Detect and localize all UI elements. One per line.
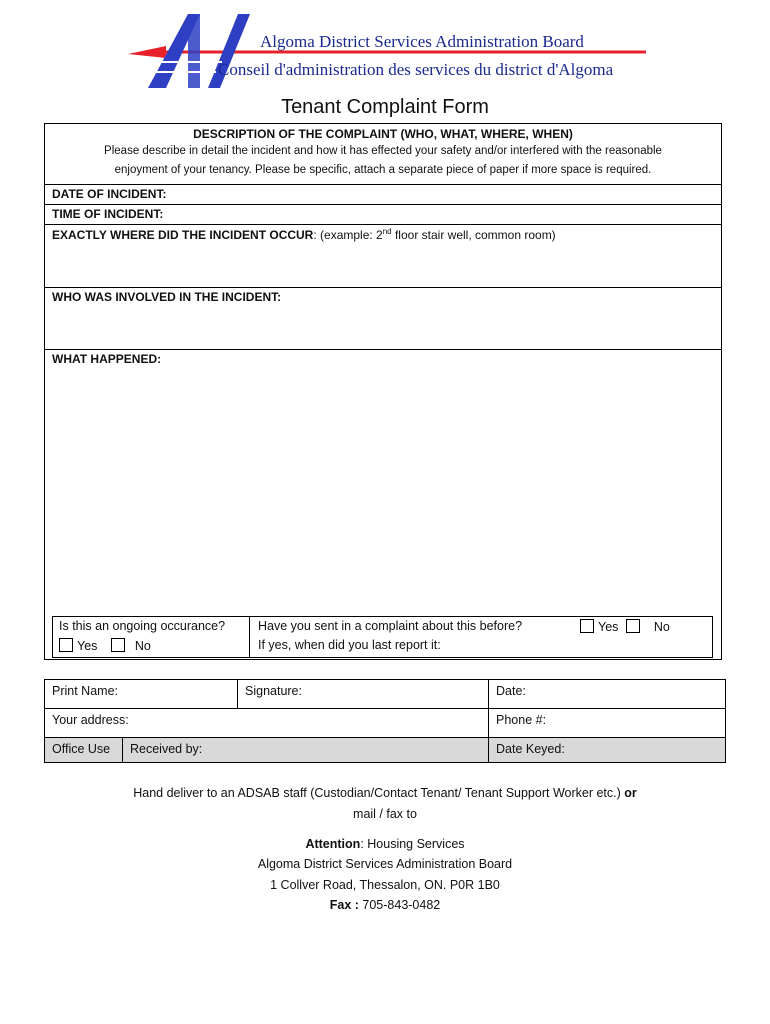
ongoing-yes-checkbox[interactable]	[59, 638, 73, 652]
fax-label: Fax :	[329, 898, 359, 912]
delivery-text-a: Hand deliver to an ADSAB staff (Custodian/Contact Tenant/ Tenant Support Worker etc.)	[133, 786, 621, 800]
fax-line	[0, 895, 770, 915]
org-name-french: Conseil d'administration des services du district d'Algoma	[218, 60, 614, 79]
delivery-text-b: mail / fax to	[353, 807, 417, 821]
form-title: Tenant Complaint Form	[281, 96, 489, 118]
attention-label: Attention	[305, 837, 361, 851]
incident-location-example-b: floor stair well, common room)	[391, 228, 556, 242]
previous-no-label: No	[653, 620, 670, 634]
attention-value: : Housing Services	[360, 837, 465, 851]
phone-label: Phone #:	[496, 713, 547, 727]
description-line-2: enjoyment of your tenancy. Please be specific, attach a separate piece of paper if more space is required.	[114, 164, 652, 176]
previous-no-checkbox[interactable]	[626, 619, 640, 633]
signature-field[interactable]	[238, 680, 489, 709]
time-of-incident-field[interactable]	[45, 205, 721, 225]
org-name-english: Algoma District Services Administration Board	[260, 32, 584, 51]
attention-line	[0, 834, 770, 854]
signature-block	[44, 679, 726, 763]
fax-value: 705-843-0482	[358, 898, 441, 912]
incident-location-label	[52, 227, 556, 242]
previous-complaint-box	[249, 616, 713, 658]
received-by-field[interactable]	[123, 738, 489, 762]
previous-options	[580, 619, 670, 634]
previous-yes-label: Yes	[598, 620, 619, 634]
phone-field[interactable]	[489, 709, 725, 738]
date-keyed-field[interactable]	[489, 738, 725, 762]
incident-location-heading: EXACTLY WHERE DID THE INCIDENT OCCUR	[52, 228, 314, 242]
footer-org: Algoma District Services Administration Board	[257, 857, 513, 871]
previous-question: Have you sent in a complaint about this before?	[258, 619, 523, 633]
signature-label: Signature:	[245, 684, 302, 698]
incident-location-example-sup: nd	[382, 227, 392, 236]
what-happened-field[interactable]	[45, 350, 721, 661]
ongoing-question: Is this an ongoing occurance?	[59, 619, 226, 633]
incident-location-example-a: : (example: 2	[313, 228, 383, 242]
previous-yes-checkbox[interactable]	[580, 619, 594, 633]
ongoing-yes-label: Yes	[77, 639, 98, 653]
office-use-cell	[45, 738, 123, 762]
date-of-incident-field[interactable]	[45, 185, 721, 205]
ongoing-no-label: No	[134, 639, 151, 653]
date-field[interactable]	[489, 680, 725, 709]
involved-parties-label: WHO WAS INVOLVED IN THE INCIDENT:	[52, 290, 282, 304]
date-keyed-label: Date Keyed:	[496, 742, 565, 756]
print-name-label: Print Name:	[52, 684, 118, 698]
date-of-incident-label: DATE OF INCIDENT:	[52, 187, 167, 201]
print-name-field[interactable]	[45, 680, 238, 709]
address-label: Your address:	[52, 713, 129, 727]
complaint-form	[44, 123, 722, 660]
delivery-instructions	[0, 783, 770, 803]
footer-address: 1 Collver Road, Thessalon, ON. P0R 1B0	[270, 878, 500, 892]
date-label: Date:	[496, 684, 526, 698]
previous-followup: If yes, when did you last report it:	[258, 638, 441, 652]
incident-location-field[interactable]	[45, 225, 721, 288]
involved-parties-field[interactable]	[45, 288, 721, 350]
description-header	[45, 124, 721, 185]
received-by-label: Received by:	[130, 742, 203, 756]
time-of-incident-label: TIME OF INCIDENT:	[52, 207, 164, 221]
what-happened-label: WHAT HAPPENED:	[52, 352, 162, 366]
ongoing-question-box	[52, 616, 250, 658]
ongoing-no-checkbox[interactable]	[111, 638, 125, 652]
delivery-or: or	[624, 786, 637, 800]
description-line-1: Please describe in detail the incident and how it has effected your safety and/or interfered with the reasonable	[104, 145, 662, 157]
description-heading: DESCRIPTION OF THE COMPLAINT (WHO, WHAT, WHERE, WHEN)	[193, 127, 573, 141]
ongoing-options	[59, 638, 151, 653]
address-field[interactable]	[45, 709, 489, 738]
office-use-label: Office Use	[52, 742, 111, 756]
